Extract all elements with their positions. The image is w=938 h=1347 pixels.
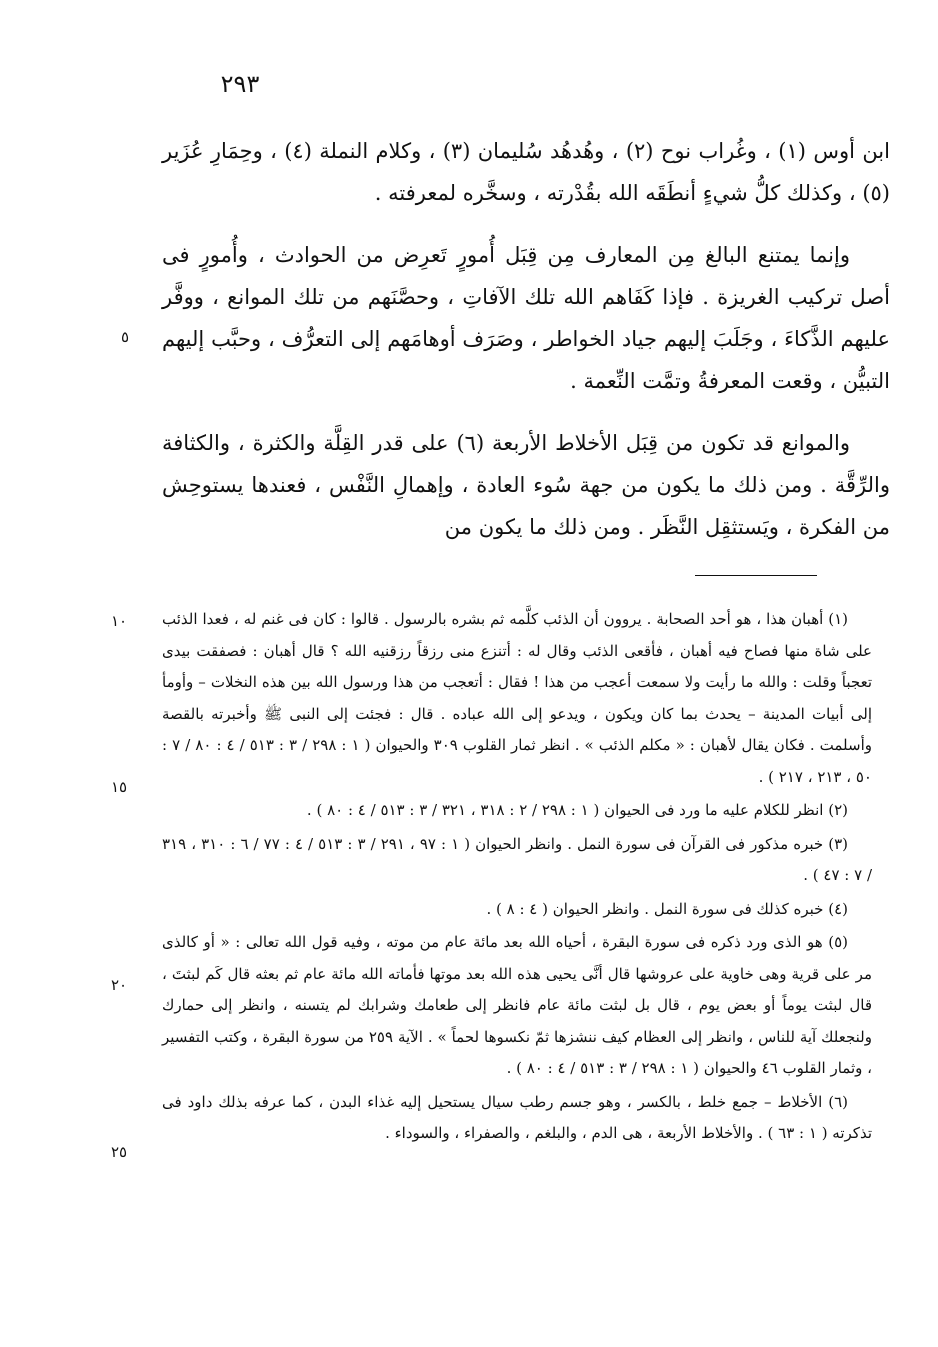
footnote: (٥) هو الذى ورد ذكره فى سورة البقرة ، أحياه الله بعد مائة عام من موته ، وفيه قول الله تعالى : « أو كالذى مر على قرية وهى خاوية على عروشها قال أنَّى يحيى هذه الله بعد موتها فأماته الله مائة عام ثم بعثه قال كَم لبثتَ ، قال لبثت يوماً أو بعض يوم ، قال بل لبثت مائة عام فانظر إلى طعامك وشرابك لم يتسنه ، وانظر إلى حمارك ولنجعلك آية للناس ، وانظر إلى العظام كيف ننشزها ثمّ نكسوها لحماً » . الآية ٢٥٩ من سورة البقرة ، وكتب التفسير ، وثمار القلوب ٤٦ والحيوان ( ١ : ٢٩٨ / ٣ : ٥١٣ / ٤ : ٨٠ ) . <box>162 933 872 1077</box>
footnote: (٣) خبره مذكور فى القرآن فى سورة النمل . وانظر الحيوان ( ١ : ٩٧ ، ٢٩١ / ٣ : ٥١٣ / ٤ : ٧٧ / ٦ : ٣١٠ ، ٣١٩ / ٧ : ٤٧ ) . <box>162 834 872 884</box>
margin-line-number: ١٥ <box>110 778 128 796</box>
page-number: ٢٩٣ <box>220 70 260 98</box>
footnote: (٢) انظر للكلام عليه ما ورد فى الحيوان ( ١ : ٢٩٨ / ٢ : ٣١٨ ، ٣٢١ / ٣ : ٥١٣ / ٤ : ٨٠ ) . <box>306 801 848 819</box>
footnote: (٤) خبره كذلك فى سورة النمل . وانظر الحيوان ( ٤ : ٨ ) . <box>486 899 848 918</box>
paragraph: والموانع قد تكون من قِبَل الأخلاط الأربعة (٦) على قدر القِلَّة والكثرة ، والكثافة والرِّقَّة . ومن ذلك ما يكون من جهة سُوء العادة ، وإهمالِ النَّفْس ، فعندها يستوحِش من الفكرة ، ويَستثقِل النَّظَر . ومن ذلك ما يكون من <box>162 431 890 539</box>
margin-line-number: ١٠ <box>110 612 128 630</box>
paragraph: ابن أوس (١) ، وغُراب نوح (٢) ، وهُدهُد سُليمان (٣) ، وكلام النملة (٤) ، وحِمَارِ عُزَير (٥) ، وكذلك كلُّ شيءٍ أنطَقَه الله بقُدْرته ، وسخَّره لمعرفته . <box>162 139 890 205</box>
margin-line-number: ٥ <box>120 328 130 346</box>
footnote: (٦) الأخلاط – جمع خلط ، بالكسر ، وهو جسم رطب سيال يستحيل إليه غذاء البدن ، كما عرفه بذلك داود فى تذكرته ( ١ : ٦٣ ) . والأخلاط الأربعة ، هى الدم ، والبلغم ، والصفراء ، والسوداء . <box>162 1092 872 1142</box>
margin-line-number: ٢٥ <box>110 1143 128 1161</box>
footnote-separator <box>695 575 817 576</box>
paragraph: وإنما يمتنع البالغ مِن المعارف مِن قِبَل أُمورٍ تَعرِض من الحوادث ، وأُمورٍ فى أصل تركيب الغريزة . فإذا كَفَاهم الله تلك الآفاتِ ، وحصَّنَهم من تلك الموانع ، ووفَّر عليهم الذَّكاءَ ، وجَلَبَ إليهم جياد الخواطر ، وصَرَف أوهامَهم إلى التعرُّف ، وحبَّب إليهم التبيُّن ، وقعت المعرفةُ وتمَّت النِّعمة . <box>162 243 890 393</box>
footnotes <box>162 604 872 1150</box>
main-text <box>162 130 890 568</box>
margin-line-number: ٢٠ <box>110 976 128 994</box>
footnote: (١) أهبان هذا ، هو أحد الصحابة . يروون أن الذئب كلَّمه ثم بشره بالرسول . قالوا : كان فى غنم له ، فعدا الذئب على شاة منها فصاح فيه أهبان ، فأقعى الذئب وقال له : أتنزع منى رزقاً رزقنيه الله ؟ قال أهبان : فصفقت بيدى تعجباً وقلت : والله ما رأيت ولا سمعت أعجب من هذا ! فقال : أتعجب من هذا ورسول الله بين هذه النخلات – وأومأ إلى أبيات المدينة – يحدث بما كان ويكون ، ويدعو إلى الله عباده . قال : فجئت إلى النبى ﷺ وأخبرته بالقصة وأسلمت . فكان يقال لأهبان : « مكلم الذئب » . انظر ثمار القلوب ٣٠٩ والحيوان ( ١ : ٢٩٨ / ٣ : ٥١٣ / ٤ : ٨٠ / ٧ : ٥٠ ، ٢١٣ ، ٢١٧ ) . <box>162 610 872 786</box>
